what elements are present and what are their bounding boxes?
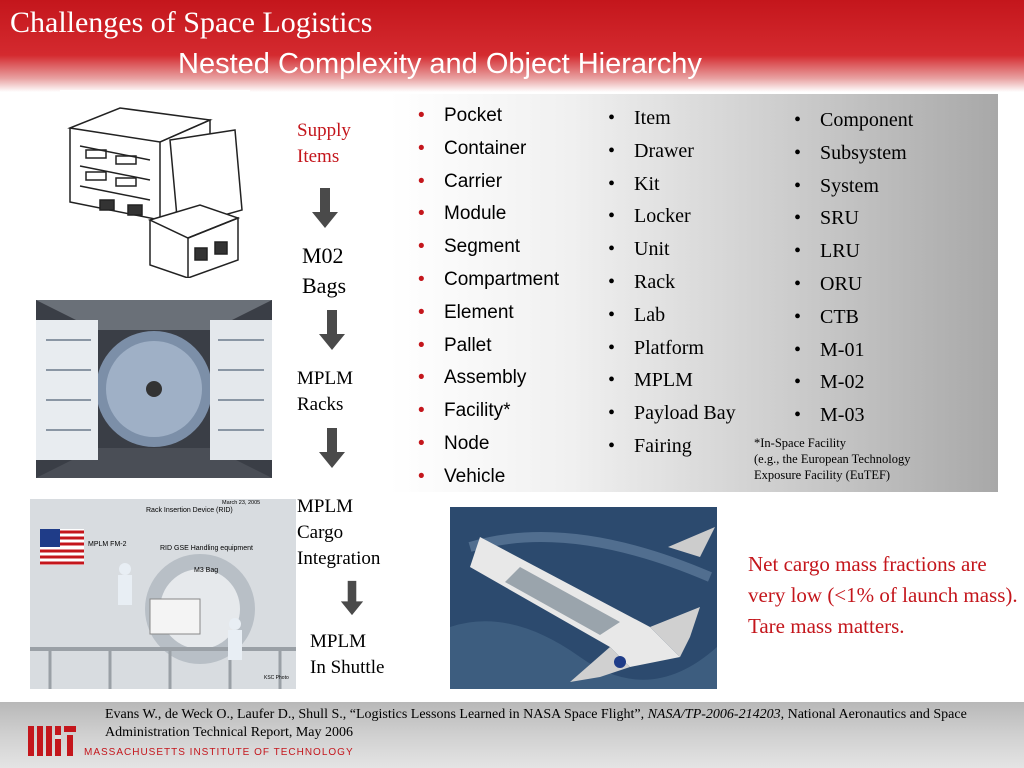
facility-footnote: *In-Space Facility (e.g., the European Technology Exposure Facility (EuTEF) (754, 436, 911, 482)
mplm-racks-photo (36, 300, 272, 478)
institution-name: MASSACHUSETTS INSTITUTE OF TECHNOLOGY (84, 747, 354, 758)
citation-report-id: NASA/TP-2006-214203 (647, 707, 781, 722)
list-item: • Pocket (406, 100, 559, 133)
list-item: • Facility* (406, 395, 559, 428)
flow-arrow-3 (318, 428, 346, 468)
list-item: • Container (406, 133, 559, 166)
footer-bar (0, 702, 1024, 768)
list-item: • Element (406, 297, 559, 330)
list-item: • Item (596, 102, 736, 135)
flow-mplm-in-shuttle: MPLM In Shuttle (310, 631, 385, 678)
cargo-bag-sketch (60, 90, 250, 278)
list-item: • Locker (596, 200, 736, 233)
space-shuttle-photo (450, 507, 717, 689)
mplm-cargo-integration-photo (30, 499, 296, 689)
list-item: • Lab (596, 299, 736, 332)
cargo-bag-drawing (60, 90, 250, 278)
slide-title: Challenges of Space Logistics (10, 6, 373, 39)
list-item: • SRU (782, 202, 913, 235)
label-date: March 23, 2005 (222, 500, 261, 506)
list-item: • M-03 (782, 399, 913, 432)
list-item: • Component (782, 104, 913, 137)
list-item: • Assembly (406, 362, 559, 395)
citation (105, 706, 1010, 742)
hierarchy-panel (390, 94, 998, 492)
list-item: • Subsystem (782, 137, 913, 170)
hierarchy-column-1 (406, 100, 559, 494)
citation-publisher: , National Aeronautics and Space Administration Technical Report, May 2006 (105, 707, 967, 740)
list-item: • Kit (596, 168, 736, 201)
list-item: • ORU (782, 268, 913, 301)
mit-logo-icon (28, 726, 76, 756)
flow-arrow-1 (311, 188, 339, 228)
list-item: • Pallet (406, 330, 559, 363)
label-rid: Rack Insertion Device (RID) (146, 507, 233, 514)
flow-arrow-4 (340, 580, 364, 616)
flow-m02-bags: M02 Bags (302, 243, 346, 298)
flow-mplm-racks: MPLM Racks (297, 368, 353, 415)
list-item: • Fairing (596, 430, 736, 463)
list-item: • MPLM (596, 364, 736, 397)
list-item: • Segment (406, 231, 559, 264)
hierarchy-column-2 (596, 102, 736, 463)
flow-supply-items: Supply Items (297, 120, 351, 167)
shuttle-illustration (450, 507, 717, 689)
net-cargo-callout: Net cargo mass fractions are very low (<1% of launch mass). Tare mass matters. (748, 552, 1018, 638)
list-item: • CTB (782, 301, 913, 334)
list-item: • M-01 (782, 334, 913, 367)
list-item: • Carrier (406, 166, 559, 199)
hierarchy-column-3 (782, 104, 913, 432)
citation-authors: Evans W., de Weck O., Laufer D., Shull S., “Logistics Lessons Learned in NASA Space Flight”, (105, 707, 648, 722)
list-item: • Unit (596, 233, 736, 266)
label-m3-bag: M3 Bag (194, 567, 219, 574)
slide-subtitle: Nested Complexity and Object Hierarchy (178, 48, 702, 80)
list-item: • LRU (782, 235, 913, 268)
label-mplm-fm2: MPLM FM-2 (88, 541, 127, 548)
mplm-interior-illustration (36, 300, 272, 478)
flow-arrow-2 (318, 310, 346, 350)
list-item: • Platform (596, 332, 736, 365)
list-item: • Node (406, 428, 559, 461)
list-item: • System (782, 170, 913, 203)
list-item: • Payload Bay (596, 397, 736, 430)
list-item: • Rack (596, 266, 736, 299)
integration-illustration (30, 499, 296, 689)
list-item: • Drawer (596, 135, 736, 168)
list-item: • Vehicle (406, 461, 559, 494)
list-item: • M-02 (782, 366, 913, 399)
label-credit: KSC Photo (264, 675, 289, 681)
list-item: • Compartment (406, 264, 559, 297)
flow-mplm-cargo-integration: MPLM Cargo Integration (297, 496, 381, 569)
list-item: • Module (406, 198, 559, 231)
title-banner (0, 0, 1024, 92)
label-rid-gse: RID GSE Handling equipment (160, 545, 253, 552)
